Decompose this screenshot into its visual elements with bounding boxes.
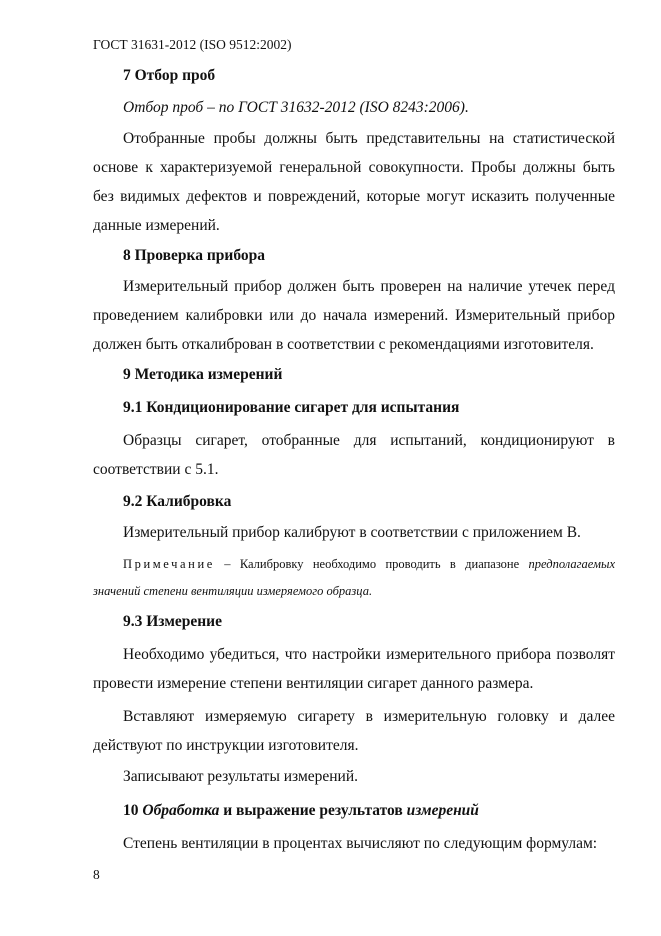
section-10-word-measurements: измерений bbox=[406, 802, 479, 819]
section-10-text: Степень вентиляции в процентах вычисляют по следующим формулам: bbox=[123, 835, 598, 852]
note-text: – Калибровку необходимо проводить в диапазоне bbox=[214, 557, 529, 571]
section-8-title: 8 Проверка прибора bbox=[123, 247, 266, 264]
section-10-title bbox=[93, 796, 615, 825]
section-9-1-text: Образцы сигарет, отобранные для испытаний, кондиционируют в соответствии с 5.1. bbox=[93, 432, 615, 478]
section-9-title: 9 Методика измерений bbox=[123, 366, 283, 383]
section-9-3-paragraph-3: Записывают результаты измерений. bbox=[123, 768, 359, 785]
section-7-title: 7 Отбор проб bbox=[123, 67, 216, 84]
section-9-2-title: 9.2 Калибровка bbox=[123, 493, 232, 510]
section-9-3-title: 9.3 Измерение bbox=[123, 613, 222, 630]
section-9-3-paragraph-2: Вставляют измеряемую сигарету в измерительную головку и далее действуют по инструкции изготовителя. bbox=[93, 708, 615, 754]
section-10-middle: и выражение результатов bbox=[219, 802, 407, 819]
page-number: 8 bbox=[93, 867, 100, 882]
section-10-number: 10 bbox=[123, 802, 143, 819]
note-italic-text: предполагаемых значений степени вентиляции измеряемого образца. bbox=[93, 557, 615, 598]
section-9-1-title: 9.1 Кондиционирование сигарет для испытания bbox=[123, 399, 460, 416]
note bbox=[93, 551, 615, 605]
section-9-2-text: Измерительный прибор калибруют в соответствии с приложением В. bbox=[123, 524, 581, 541]
section-9-3-paragraph-1: Необходимо убедиться, что настройки измерительного прибора позволят провести измерение степени вентиляции сигарет данного размера. bbox=[93, 646, 615, 692]
section-8-text: Измерительный прибор должен быть проверен на наличие утечек перед проведением калибровки или до начала измерений. Измерительный прибор должен быть откалиброван в соответствии с рекомендациями изготовителя. bbox=[93, 278, 615, 353]
section-10-word-processing: Обработка bbox=[142, 802, 220, 819]
note-label: Примечание bbox=[123, 557, 215, 571]
running-header: ГОСТ 31631-2012 (ISO 9512:2002) bbox=[93, 37, 292, 52]
section-7-text: Отобранные пробы должны быть представительны на статистической основе к характеризуемой генеральной совокупности. Пробы должны быть без видимых дефектов и повреждений, которые могут исказить полученные данные измерений. bbox=[93, 130, 615, 234]
section-7-reference: Отбор проб – по ГОСТ 31632-2012 (ISO 8243:2006). bbox=[123, 99, 469, 116]
